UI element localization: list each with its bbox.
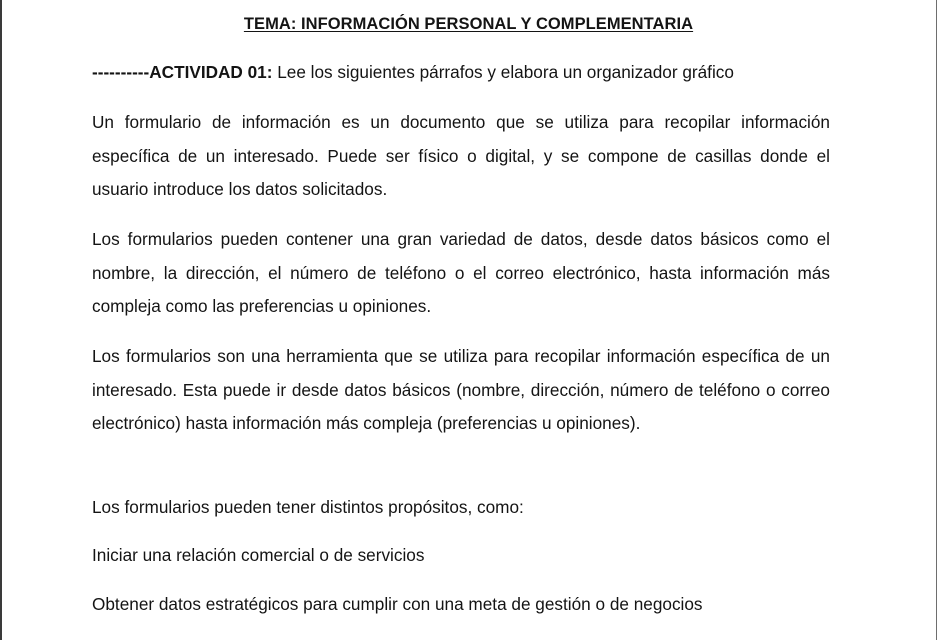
purpose-item: Obtener datos estratégicos para cumplir con una meta de gestión o de negocios: [92, 594, 703, 614]
page-title: TEMA: INFORMACIÓN PERSONAL Y COMPLEMENTARIA: [243, 15, 694, 33]
activity-heading: [92, 62, 734, 83]
purposes-intro: Los formularios pueden tener distintos propósitos, como:: [92, 497, 524, 517]
activity-label: ACTIVIDAD 01:: [149, 62, 273, 82]
purpose-item: Iniciar una relación comercial o de servicios: [92, 545, 425, 565]
page-edge-left: [0, 0, 2, 640]
activity-prefix: ----------: [92, 62, 150, 82]
activity-instruction: Lee los siguientes párrafos y elabora un organizador gráfico: [272, 62, 734, 82]
paragraph-data-types: Los formularios pueden contener una gran variedad de datos, desde datos básicos como el nombre, la dirección, el número de teléfono o el correo electrónico, hasta información más compleja como las preferencias u opiniones.: [92, 229, 830, 316]
paragraph-tool: Los formularios son una herramienta que se utiliza para recopilar información específica de un interesado. Esta puede ir desde datos básicos (nombre, dirección, número de teléfono o correo electrónico) hasta información más compleja (preferencias u opiniones).: [92, 346, 830, 433]
paragraph-definition: Un formulario de información es un documento que se utiliza para recopilar información específica de un interesado. Puede ser físico o digital, y se compone de casillas donde el usuario introduce los datos solicitados.: [92, 112, 830, 199]
